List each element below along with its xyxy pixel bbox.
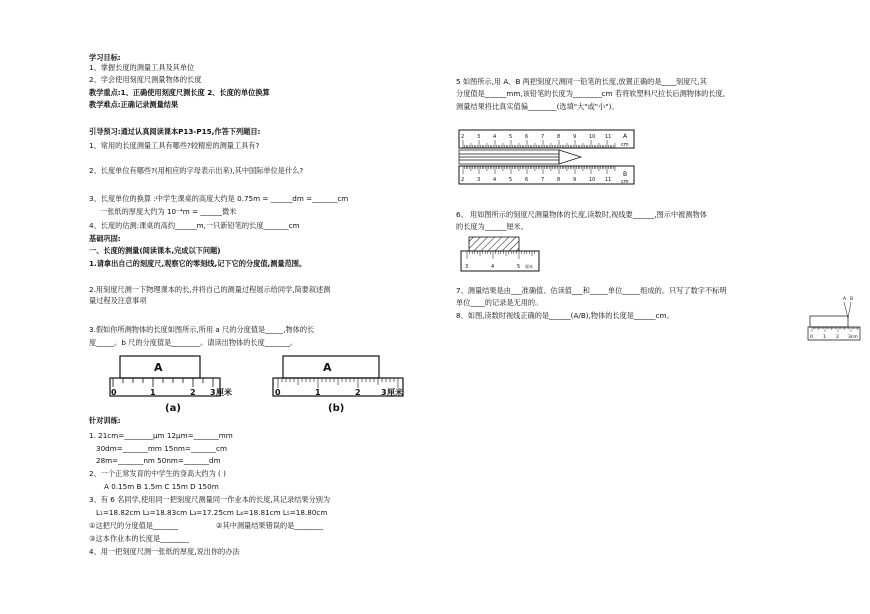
training-1a: 1. 21cm=________μm 12μm=_______mm — [89, 431, 233, 440]
ruler-b-unit: cm — [621, 179, 629, 185]
ruler-a-tick-label: 9 — [573, 134, 577, 140]
ruler-a-tick-label: 11 — [605, 134, 612, 140]
question-7b: 单位____的记录是无用的。 — [456, 298, 543, 307]
training-2: 2、一个正常发育的中学生的身高大约为 ( ) — [89, 469, 226, 478]
training-1b: 30dm=_______mm 15nm=_______cm — [96, 444, 228, 453]
block-a-label: A — [154, 361, 163, 374]
q8-ruler-ticks — [812, 327, 859, 332]
training-3: 3、有 6 名同学,使用同一把刻度尺测量同一作业本的长度,其记录结果分别为 — [89, 495, 331, 504]
ruler-a-ticks — [113, 378, 213, 387]
q8-object — [810, 316, 848, 327]
q6-tick-3: 3 — [465, 264, 469, 270]
ruler-b-tick-3: 3 — [381, 388, 387, 397]
block-b-label: A — [323, 361, 332, 374]
training-3-q2: ②其中测量结果错误的是________ — [216, 521, 324, 530]
question-5a: 5 如图所示,用 A、B 两把刻度尺测同一铅笔的长度,放置正确的是____刻度尺,其 — [456, 77, 707, 86]
goal-1: 1、掌握长度的测量工具及其单位 — [89, 63, 195, 72]
ruler-b-tick-label: 3 — [477, 177, 481, 183]
figure-b-caption: (b) — [328, 403, 345, 414]
question-5c: 测量结果将比真实值偏________(选填"大"或"小")。 — [456, 102, 619, 111]
question-1: 1、常用的长度测量工具有哪些?较精密的测量工具有? — [89, 141, 260, 150]
ruler-b-tick-label: 7 — [541, 177, 545, 183]
ruler-b-unit: 厘米 — [387, 388, 403, 397]
training-title: 针对训练: — [89, 416, 121, 425]
basic-1: 1.请拿出自己的刻度尺,观察它的零刻线,记下它的分度值,测量范围。 — [89, 259, 307, 268]
question-3a: 3、长度单位的换算 :中学生课桌的高度大约是 0.75m = ______dm =_______cm — [89, 194, 349, 203]
question-2: 2、长度单位有哪些?(用相应的字母表示出来),其中国际单位是什么? — [89, 166, 304, 175]
ruler-b-tick-label: 11 — [605, 177, 612, 183]
goal-2: 2、学会使用刻度尺测量物体的长度 — [89, 75, 202, 84]
q6-tick-4: 4 — [491, 264, 495, 270]
ruler-b-tick-label: 2 — [461, 177, 465, 183]
ruler-b-tick-label: 8 — [557, 177, 561, 183]
ruler-b-ticks — [463, 166, 615, 174]
ruler-b-tick-2: 2 — [355, 388, 361, 397]
basic-2a: 2.用刻度尺测一下物理课本的长,并将自己的测量过程展示给同学,简要叙述测 — [89, 285, 331, 294]
ruler-figure-b — [273, 356, 403, 416]
ruler-b-ticks — [278, 378, 398, 388]
basic-3a: 3.假如你所测物体的长度如图所示,所用 a 尺的分度值是_____,物体的长 — [89, 325, 315, 334]
ruler-a-ticks — [463, 140, 615, 148]
pencil-rulers-figure — [459, 130, 639, 192]
ruler-b-tick-label: 4 — [493, 177, 497, 183]
figure-a-caption: (a) — [165, 403, 181, 414]
hatched-block — [469, 237, 519, 251]
question-8: 8、如图,读数时视线正确的是______(A/B),物体的长度是______cm。 — [456, 311, 674, 320]
pencil — [459, 150, 581, 164]
basic-3b: 度_____。b 尺的分度值是________。请读出物体的长度_______。 — [89, 338, 298, 347]
question-4: 4、长度的估测:课桌的高约______m,一只新铅笔的长度_______cm — [89, 221, 300, 230]
section-1-title: 一、长度的测量(阅读课本,完成以下问题) — [89, 246, 221, 255]
ruler-a-unit: 厘米 — [216, 388, 232, 397]
ruler-a-unit: cm — [621, 142, 629, 148]
q6-tick-5: 5 — [517, 264, 521, 270]
q8-tick-0: 0 — [810, 335, 813, 340]
ruler-a-tick-0: 0 — [111, 388, 117, 397]
sightline-a — [844, 302, 848, 318]
training-4: 4、用一把刻度尺测一张纸的厚度,说出你的办法 — [89, 547, 240, 556]
question-6a: 6、 用如图所示的刻度尺测量物体的长度,读数时,视线要______,图示中被测物体 — [456, 210, 707, 219]
training-3-data: L₁=18.82cm L₂=18.83cm L₃=17.25cm L₄=18.81cm L₅=18.80cm — [96, 508, 328, 517]
ruler-a-tick-label: 2 — [461, 134, 465, 140]
training-2-options: A 0.15m B 1.5m C 15m D 150m — [104, 482, 219, 491]
q8-label-a: A — [843, 297, 847, 302]
ruler-b-tick-0: 0 — [275, 388, 281, 397]
basic-title: 基础巩固: — [89, 234, 121, 243]
ruler-a-tick-label: 8 — [557, 134, 561, 140]
ruler-b-tick-label: 5 — [509, 177, 513, 183]
ruler-a-tick-2: 2 — [190, 388, 196, 397]
ruler-a-tick-1: 1 — [150, 388, 156, 397]
hatched-block-figure — [459, 237, 549, 275]
ruler-b-tick-1: 1 — [315, 388, 321, 397]
q8-tick-1: 1 — [823, 335, 826, 340]
training-3-q3: ③这本作业本的长度是________ — [89, 534, 189, 543]
question-6b: 的长度为______厘米。 — [456, 222, 528, 231]
q8-label-b: B — [850, 297, 854, 302]
basic-2b: 量过程及注意事项 — [89, 296, 147, 305]
key-points: 教学重点:1、正确使用刻度尺测长度 2、长度的单位换算 — [89, 88, 270, 97]
ruler-b-tick-label: 6 — [525, 177, 529, 183]
training-3-q1: ①这把尺的分度值是_______ — [89, 521, 179, 530]
ruler-a-tick-label: 7 — [541, 134, 545, 140]
q6-ruler-ticks — [467, 251, 535, 259]
ruler-b-tick-label: 10 — [589, 177, 596, 183]
ruler-a-tick-label: 3 — [477, 134, 481, 140]
sightline-b — [848, 302, 851, 318]
ruler-b-label: B — [623, 171, 628, 178]
ruler-a-tick-label: 5 — [509, 134, 513, 140]
ruler-figure-a — [110, 356, 230, 416]
ruler-a-tick-3: 3 — [210, 388, 216, 397]
q8-tick-2: 2 — [836, 335, 839, 340]
ruler-a-tick-label: 6 — [525, 134, 529, 140]
question-7a: 7、测量结果是由___准确值、估读值___和_____单位_____组成的。只写了数字不标明 — [456, 286, 727, 295]
ruler-b-tick-label: 9 — [573, 177, 577, 183]
sightline-figure — [808, 294, 870, 344]
training-1c: 28m=_______nm 50nm=_______dm — [96, 456, 221, 465]
preview-title: 引导预习:通过认真阅读课本P13-P15,作答下列题目: — [89, 127, 261, 136]
ruler-a-tick-label: 10 — [589, 134, 596, 140]
question-3b: 一张纸的厚度大约为 10⁻⁴m = ______微米 — [100, 207, 237, 216]
difficulty: 教学难点:正确记录测量结果 — [89, 100, 179, 109]
q6-unit: 厘米 — [525, 264, 533, 269]
ruler-a-body — [110, 378, 220, 396]
q8-tick-3: 3cm — [848, 335, 858, 340]
ruler-a-label: A — [623, 133, 628, 140]
question-5b: 分度值是______mm,该铅笔的长度为________cm 若将软塑料尺拉长后测物体的长度, — [456, 89, 726, 98]
ruler-a-tick-label: 4 — [493, 134, 497, 140]
goals-title: 学习目标: — [89, 53, 121, 62]
